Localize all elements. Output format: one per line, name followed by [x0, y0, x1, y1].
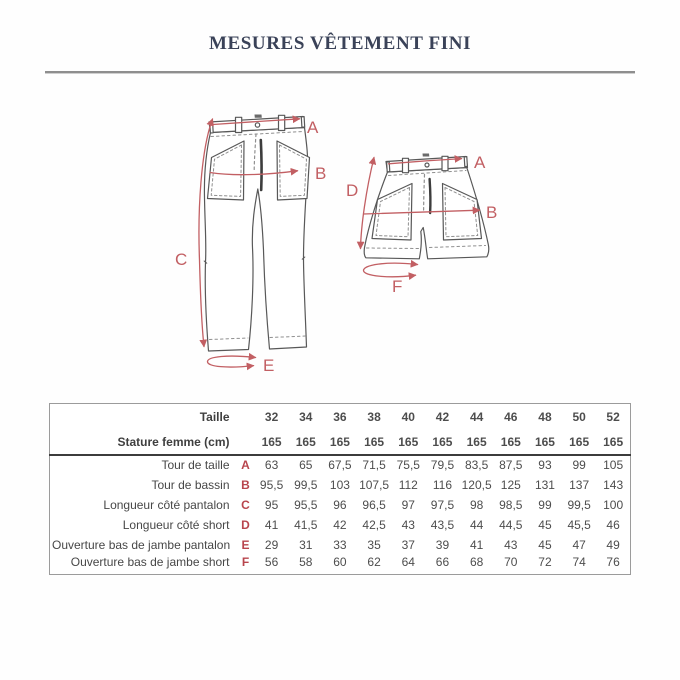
header-letter-spacer: [237, 404, 255, 431]
row-value: 64: [401, 554, 415, 569]
row-value: 35: [367, 537, 381, 552]
header-row: [50, 404, 631, 431]
header-value: 36: [333, 410, 347, 425]
header-value: 44: [469, 410, 484, 425]
row-value: 62: [367, 554, 381, 569]
header-value: 38: [367, 410, 381, 425]
row-value: 44: [469, 517, 484, 532]
row-value: 131: [534, 477, 555, 492]
row-value: 58: [299, 554, 313, 569]
shorts-measure-label-a: A: [474, 153, 486, 172]
pants-measure-label-c: C: [175, 250, 188, 269]
header-value: 165: [460, 431, 494, 455]
header-value: 165: [323, 431, 357, 455]
header-value: 165: [289, 431, 323, 455]
row-value: 49: [606, 537, 620, 552]
row-label: Tour de taille: [161, 458, 230, 472]
row-value: 41: [264, 517, 279, 532]
row-letter: A: [241, 458, 250, 472]
size-measurement-table: [49, 403, 631, 575]
row-label: Longueur côté pantalon: [103, 497, 230, 512]
header-value: 165: [425, 431, 459, 455]
table-row: [50, 495, 631, 515]
row-value: 67,5: [328, 458, 352, 472]
pants-measure-label-e: E: [263, 356, 275, 375]
table-row: [50, 555, 631, 575]
row-value: 96: [333, 497, 347, 512]
row-value: 98,5: [499, 497, 523, 512]
row-value: 99: [538, 497, 552, 512]
row-letter: B: [241, 477, 250, 492]
row-value: 83,5: [464, 458, 489, 472]
row-value: 72: [538, 554, 552, 569]
row-value: 42,5: [362, 517, 386, 532]
row-value: 43,5: [430, 517, 455, 532]
header-value: 32: [264, 410, 279, 425]
row-label: Longueur côté short: [122, 517, 230, 532]
table-row: [50, 535, 631, 555]
row-value: 31: [299, 537, 313, 552]
header-value: 165: [494, 431, 528, 455]
header-value: 52: [606, 410, 620, 425]
row-label: Tour de bassin: [151, 477, 230, 492]
row-value: 75,5: [396, 458, 420, 472]
row-value: 33: [333, 537, 347, 552]
row-letter: C: [241, 497, 250, 512]
row-value: 45: [538, 517, 552, 532]
row-label: Ouverture bas de jambe short: [70, 554, 230, 569]
row-letter: D: [241, 517, 250, 532]
row-value: 137: [569, 477, 590, 492]
row-value: 60: [333, 554, 347, 569]
row-value: 76: [606, 554, 620, 569]
row-value: 46: [606, 517, 620, 532]
header-value: 40: [401, 410, 415, 425]
row-value: 43: [504, 537, 518, 552]
garment-technical-drawing: [150, 100, 515, 400]
header-value: 165: [255, 431, 289, 455]
shorts-measure-label-d: D: [346, 181, 359, 200]
header-value: 165: [391, 431, 425, 455]
row-value: 99: [572, 458, 586, 472]
row-value: 37: [401, 537, 415, 552]
row-value: 87,5: [499, 458, 523, 472]
row-value: 95,5: [294, 497, 318, 512]
row-value: 65: [299, 458, 313, 472]
row-value: 47: [572, 537, 586, 552]
row-value: 105: [603, 458, 624, 472]
shorts-drawing: [364, 154, 489, 259]
table-row: [50, 515, 631, 535]
row-value: 103: [329, 477, 350, 492]
row-value: 98: [469, 497, 484, 512]
header-value: 165: [596, 431, 630, 455]
row-value: 66: [435, 554, 450, 569]
row-value: 99,5: [567, 497, 591, 512]
header-label: Stature femme (cm): [50, 431, 237, 455]
row-value: 107,5: [359, 477, 390, 492]
row-value: 70: [504, 554, 518, 569]
row-value: 39: [435, 537, 450, 552]
table-row: [50, 455, 631, 475]
row-value: 74: [572, 554, 586, 569]
row-value: 97,5: [430, 497, 455, 512]
header-value: 42: [435, 410, 450, 425]
row-value: 63: [264, 458, 279, 472]
header-value: 50: [572, 410, 586, 425]
header-value: 165: [357, 431, 391, 455]
row-value: 96,5: [362, 497, 386, 512]
row-value: 41: [469, 537, 484, 552]
header-row: [50, 431, 631, 455]
pants-measure-label-b: B: [315, 164, 327, 183]
row-value: 99,5: [294, 477, 318, 492]
row-value: 97: [401, 497, 415, 512]
header-value: 48: [538, 410, 552, 425]
row-value: 71,5: [362, 458, 386, 472]
row-value: 45: [538, 537, 552, 552]
row-letter: F: [241, 554, 250, 569]
row-value: 125: [500, 477, 521, 492]
shorts-measure-label-b: B: [486, 203, 498, 222]
header-letter-spacer: [237, 431, 255, 455]
header-value: 46: [504, 410, 518, 425]
header-value: 165: [528, 431, 562, 455]
row-value: 68: [469, 554, 484, 569]
header-value: 165: [562, 431, 596, 455]
row-value: 41,5: [294, 517, 318, 532]
header-value: 34: [299, 410, 313, 425]
row-value: 143: [603, 477, 624, 492]
row-value: 42: [333, 517, 347, 532]
row-value: 95,5: [259, 477, 284, 492]
row-value: 56: [264, 554, 279, 569]
row-value: 29: [264, 537, 279, 552]
row-value: 100: [603, 497, 624, 512]
row-value: 95: [264, 497, 279, 512]
shorts-measure-label-f: F: [392, 277, 403, 296]
row-value: 120,5: [461, 477, 492, 492]
title-divider: [45, 71, 635, 74]
row-value: 45,5: [567, 517, 591, 532]
page-title: MESURES VÊTEMENT FINI: [208, 33, 472, 54]
table-row: [50, 475, 631, 495]
row-value: 43: [401, 517, 415, 532]
row-value: 116: [432, 477, 453, 492]
pants-drawing: [204, 115, 309, 352]
row-value: 93: [538, 458, 552, 472]
pants-measure-label-a: A: [307, 118, 319, 137]
header-label: Taille: [199, 410, 230, 425]
row-letter: E: [241, 537, 250, 552]
row-value: 112: [398, 477, 418, 492]
row-value: 79,5: [430, 458, 455, 472]
row-value: 44,5: [499, 517, 523, 532]
row-label: Ouverture bas de jambe pantalon: [52, 537, 231, 552]
